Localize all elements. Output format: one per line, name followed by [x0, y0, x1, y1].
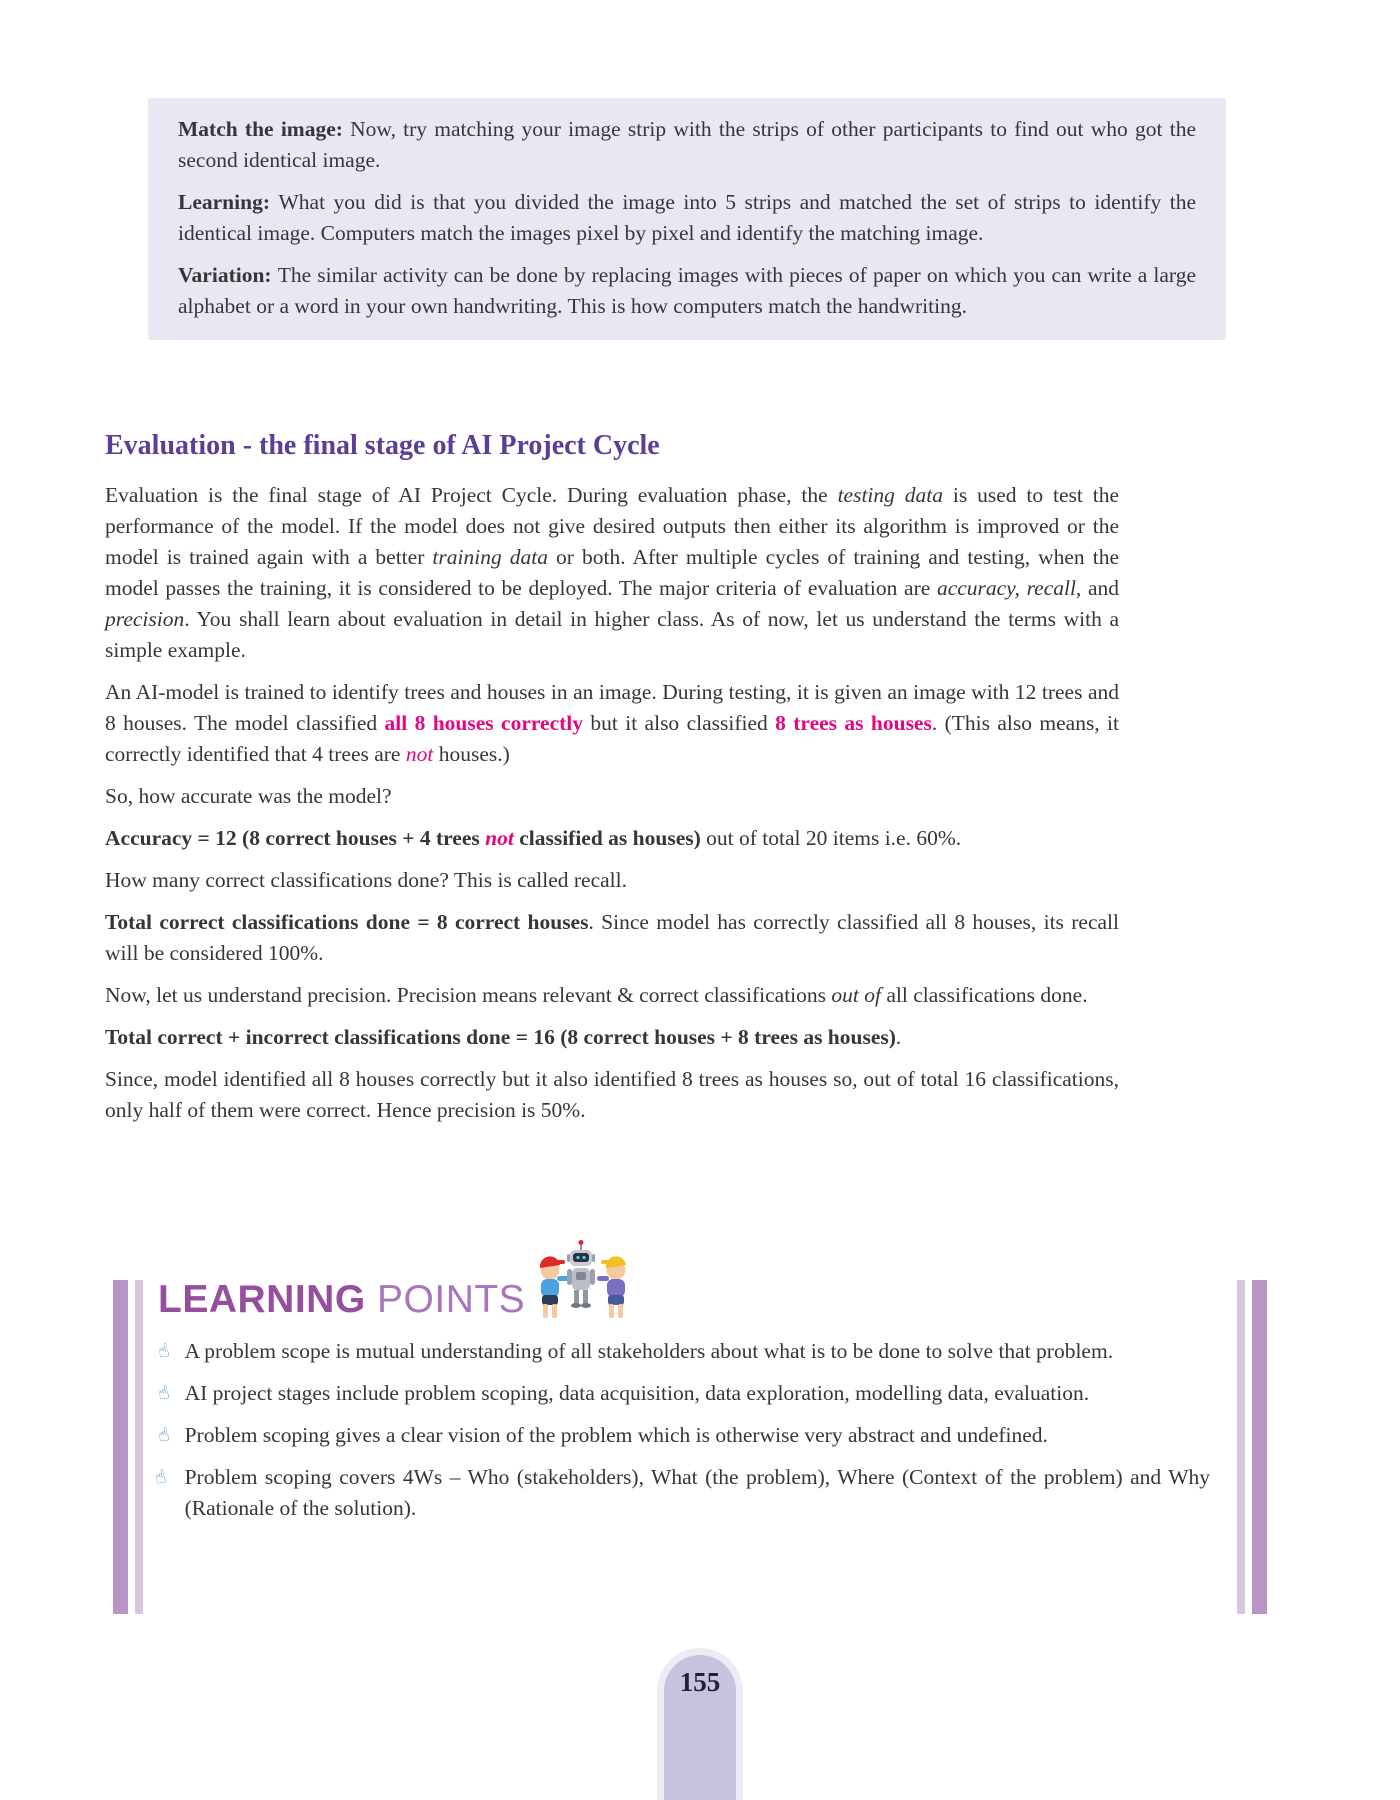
list-item	[155, 1378, 1210, 1409]
learning-points-list	[152, 1336, 1210, 1524]
left-decorative-bars	[113, 1280, 143, 1614]
right-bar-thick	[1252, 1280, 1267, 1614]
page-number-tab	[657, 1648, 743, 1800]
precision-conclusion: Since, model identified all 8 houses correctly but it also identified 8 trees as houses so, out of total 16 classifications, only half of them were correct. Hence precision is 50%.	[105, 1067, 1119, 1122]
activity-learning-paragraph: Learning: What you did is that you divided the image into 5 strips and matched the set of strips to identify the identical image. Computers match the images pixel by pixel and identify the matching image.	[178, 190, 1196, 245]
activity-box	[148, 98, 1226, 340]
section-heading: Evaluation - the final stage of AI Project Cycle	[105, 430, 660, 461]
hand-bullet-icon: ☝	[152, 1465, 169, 1490]
learning-points-section	[0, 1240, 1400, 1620]
hand-bullet-icon: ☝	[155, 1339, 172, 1363]
evaluation-intro-paragraph: Evaluation is the final stage of AI Project Cycle. During evaluation phase, the testing data is used to test the performance of the model. If the model does not give desired outputs then either its algorithm is improved or the model is trained again with a better training data or both. After multiple cycles of training and testing, when the model passes the training, it is considered to be deployed. The major criteria of evaluation are accuracy, recall, and precision. You shall learn about evaluation in detail in higher class. As of now, let us understand the terms with a simple example.	[105, 483, 1120, 662]
bullet-text: Problem scoping gives a clear vision of the problem which is otherwise very abstract and undefined.	[184, 1423, 1048, 1447]
precision-intro: Now, let us understand precision. Precision means relevant & correct classifications out of all classifications done.	[105, 983, 1088, 1007]
accuracy-question: So, how accurate was the model?	[105, 784, 392, 808]
learning-points-header	[158, 1240, 1210, 1322]
main-content	[105, 430, 1119, 1137]
learning-points-content	[152, 1240, 1210, 1524]
list-item	[155, 1336, 1210, 1367]
list-item	[152, 1462, 1210, 1524]
left-bar-thin	[135, 1280, 143, 1614]
activity-match-paragraph: Match the image: Now, try matching your image strip with the strips of other participants to find out who got the second identical image.	[178, 117, 1196, 172]
bullet-text: A problem scope is mutual understanding of all stakeholders about what is to be done to solve that problem.	[184, 1339, 1114, 1363]
page-number: 155	[679, 1667, 721, 1697]
learning-points-title-light: POINTS	[365, 1278, 526, 1321]
hand-bullet-icon: ☝	[155, 1423, 172, 1447]
precision-formula: Total correct + incorrect classifications done = 16 (8 correct houses + 8 trees as houses).	[105, 1025, 902, 1049]
list-item	[155, 1420, 1210, 1451]
recall-question: How many correct classifications done? This is called recall.	[105, 868, 627, 892]
right-bar-thin	[1237, 1280, 1245, 1614]
kids-robot-illustration	[531, 1240, 635, 1326]
right-decorative-bars	[1237, 1280, 1267, 1614]
learning-points-title-bold: LEARNING	[158, 1278, 366, 1321]
learning-points-title	[158, 1278, 525, 1322]
example-paragraph: An AI-model is trained to identify trees and houses in an image. During testing, it is given an image with 12 trees and 8 houses. The model classified all 8 houses correctly but it also classified 8 trees as houses. (This also means, it correctly identified that 4 trees are not houses.)	[105, 680, 1120, 766]
bullet-text: Problem scoping covers 4Ws – Who (stakeholders), What (the problem), Where (Context of the problem) and Why (Rationale of the solution).	[184, 1465, 1210, 1520]
bullet-text: AI project stages include problem scoping, data acquisition, data exploration, modelling data, evaluation.	[184, 1381, 1090, 1405]
hand-bullet-icon: ☝	[155, 1381, 172, 1405]
left-bar-thick	[113, 1280, 128, 1614]
recall-statement: Total correct classifications done = 8 correct houses. Since model has correctly classified all 8 houses, its recall will be considered 100%.	[105, 910, 1119, 965]
activity-variation-paragraph: Variation: The similar activity can be done by replacing images with pieces of paper on which you can write a large alphabet or a word in your own handwriting. This is how computers match the handwriting.	[178, 263, 1196, 318]
accuracy-formula: Accuracy = 12 (8 correct houses + 4 trees not classified as houses) out of total 20 items i.e. 60%.	[105, 826, 962, 850]
